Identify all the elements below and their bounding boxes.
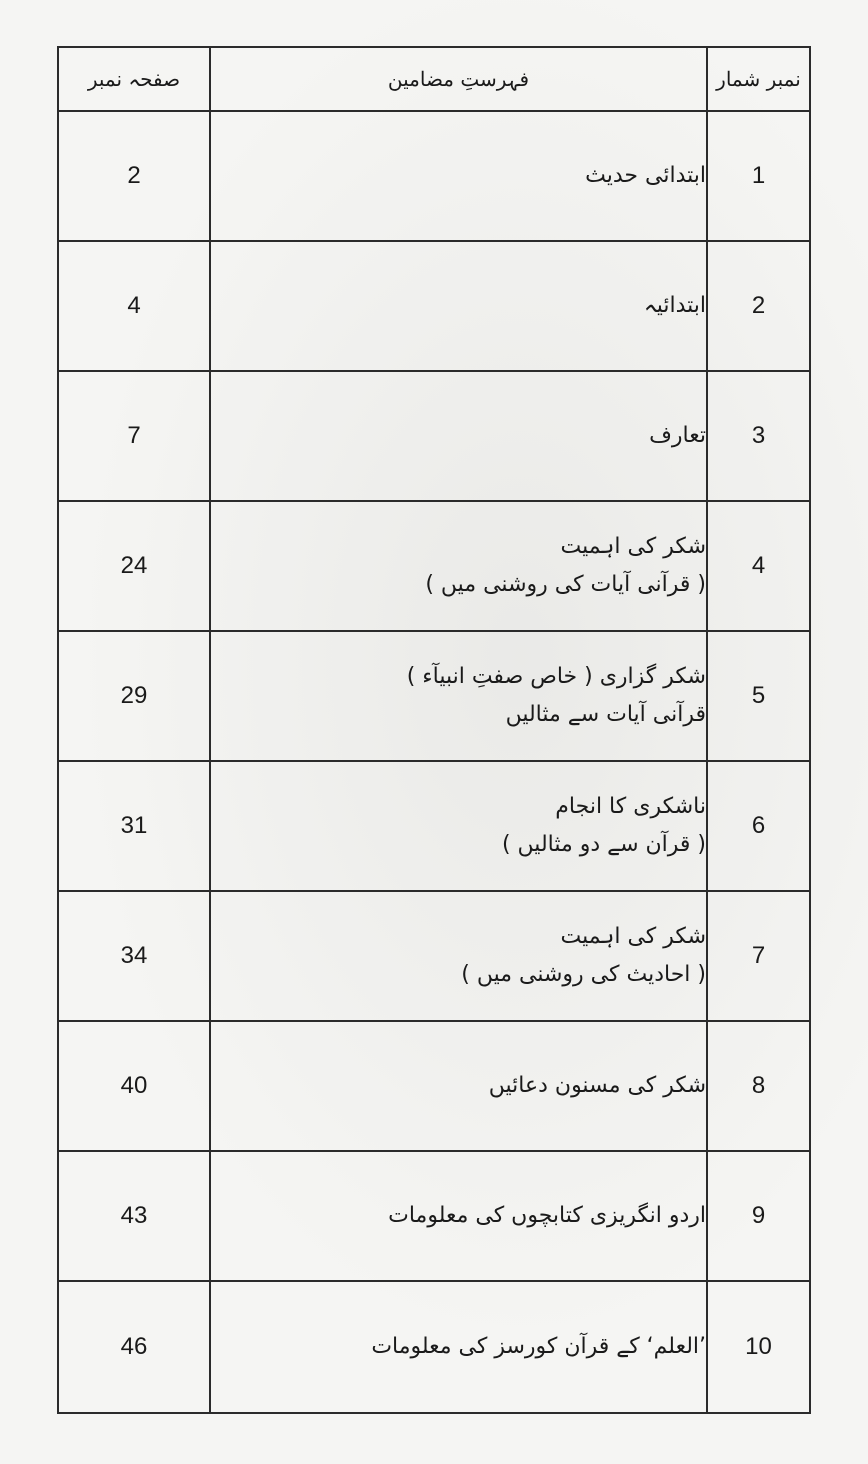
serial-cell: 4	[707, 501, 810, 631]
serial-cell: 5	[707, 631, 810, 761]
title-line: اردو انگریزی کتابچوں کی معلومات	[388, 1203, 706, 1228]
title-cell	[210, 371, 707, 501]
page-number-cell: 46	[58, 1281, 210, 1413]
serial-cell: 1	[707, 111, 810, 241]
serial-cell: 10	[707, 1281, 810, 1413]
title-line: قرآنی آیات سے مثالیں	[505, 702, 706, 727]
title-line: شکر کی اہمیت	[560, 924, 706, 949]
page-number-cell: 43	[58, 1151, 210, 1281]
title-line: ’العلم‘ کے قرآن کورسز کی معلومات	[371, 1334, 706, 1359]
serial-cell: 7	[707, 891, 810, 1021]
table-row	[58, 371, 810, 501]
serial-number-header: نمبر شمار	[707, 47, 810, 111]
title-line: ( قرآنی آیات کی روشنی میں )	[425, 572, 706, 597]
title-line: ( قرآن سے دو مثالیں )	[501, 832, 706, 857]
title-cell	[210, 241, 707, 371]
header-row	[58, 47, 810, 111]
table-row	[58, 1281, 810, 1413]
page-number-cell: 24	[58, 501, 210, 631]
title-cell	[210, 1281, 707, 1413]
title-cell	[210, 111, 707, 241]
title-cell	[210, 1151, 707, 1281]
page-number-cell: 34	[58, 891, 210, 1021]
table-row	[58, 761, 810, 891]
serial-cell: 2	[707, 241, 810, 371]
title-line: شکر کی مسنون دعائیں	[488, 1073, 706, 1098]
table-row	[58, 1021, 810, 1151]
page-number-cell: 4	[58, 241, 210, 371]
page-number-cell: 40	[58, 1021, 210, 1151]
serial-cell: 9	[707, 1151, 810, 1281]
page-number-cell: 2	[58, 111, 210, 241]
title-cell	[210, 1021, 707, 1151]
contents-header: فہرستِ مضامین	[210, 47, 707, 111]
serial-cell: 3	[707, 371, 810, 501]
title-line: ابتدائیہ	[643, 293, 706, 318]
table-row	[58, 111, 810, 241]
table-row	[58, 241, 810, 371]
page-number-cell: 29	[58, 631, 210, 761]
title-cell	[210, 891, 707, 1021]
table-of-contents	[57, 46, 811, 1414]
serial-cell: 6	[707, 761, 810, 891]
title-cell	[210, 761, 707, 891]
title-cell	[210, 501, 707, 631]
title-cell	[210, 631, 707, 761]
title-line: ( احادیث کی روشنی میں )	[461, 962, 706, 987]
title-line: شکر گزاری ( خاص صفتِ انبیآء )	[406, 664, 706, 689]
table-row	[58, 1151, 810, 1281]
title-line: شکر کی اہمیت	[560, 534, 706, 559]
title-line: تعارف	[649, 423, 706, 448]
table-row	[58, 501, 810, 631]
serial-cell: 8	[707, 1021, 810, 1151]
table-row	[58, 891, 810, 1021]
title-line: ابتدائی حدیث	[585, 163, 706, 188]
title-line: ناشکری کا انجام	[555, 794, 706, 819]
table-row	[58, 631, 810, 761]
page-number-cell: 31	[58, 761, 210, 891]
page-number-cell: 7	[58, 371, 210, 501]
page-number-header: صفحہ نمبر	[58, 47, 210, 111]
